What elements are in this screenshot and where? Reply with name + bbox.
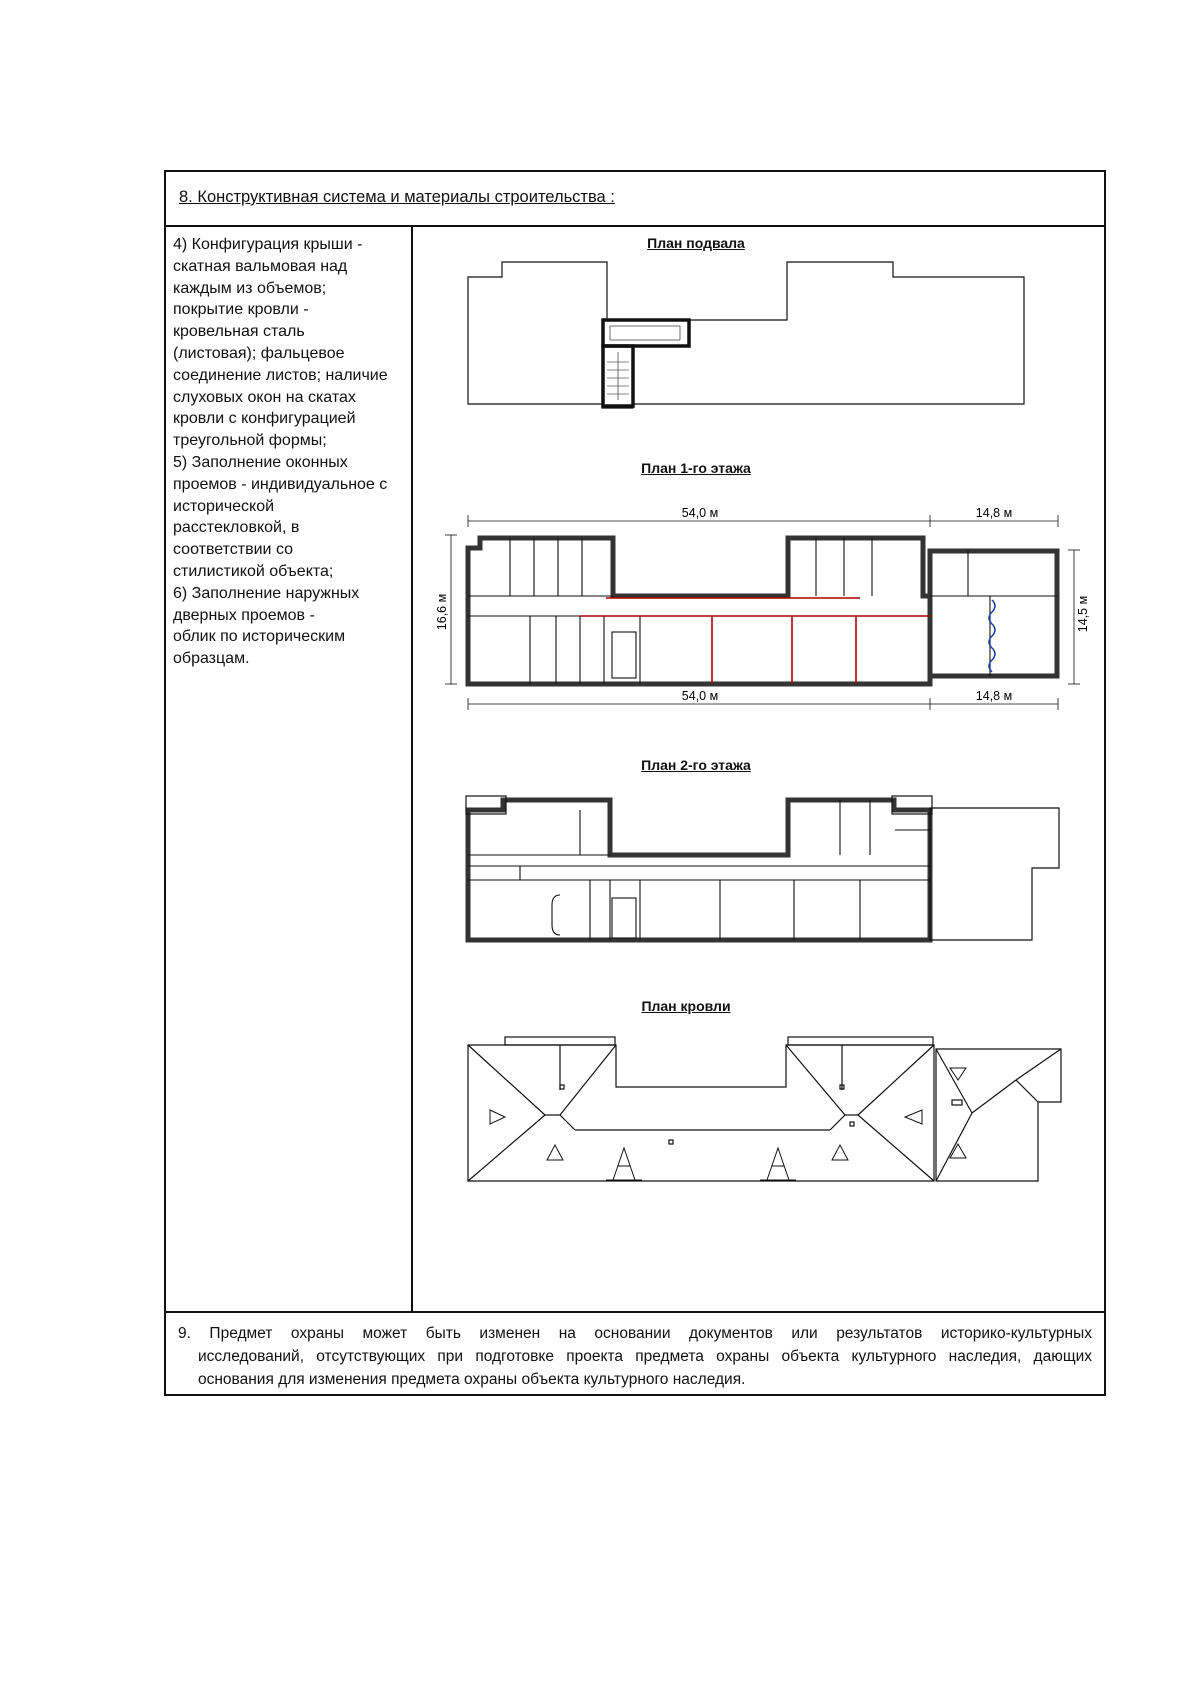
text-line: образцам.	[173, 650, 250, 668]
floor1-dim-top-side: 14,8 м	[975, 506, 1013, 520]
floor2-plan-title: План 2-го этажа	[641, 757, 751, 773]
text-line: 5) Заполнение оконных	[173, 453, 348, 471]
text-line: расстекловкой, в	[173, 519, 300, 537]
floor1-dim-bottom-side: 14,8 м	[975, 689, 1013, 703]
floor2-plan	[466, 796, 1059, 940]
text-line: кровельная сталь	[173, 323, 305, 341]
text-line: облик по историческим	[173, 628, 346, 646]
floor1-dim-bottom-main: 54,0 м	[681, 689, 719, 703]
roof-main-outline	[468, 1045, 934, 1181]
section-9-text	[178, 1322, 1092, 1391]
section-9-line-2: исследований, отсутствующих при подготовке проекта предмета охраны объекта культурного наследия, дающих	[198, 1348, 1092, 1365]
text-line: 4) Конфигурация крыши -	[173, 236, 363, 253]
section-9-line-1: 9. Предмет охраны может быть изменен на основании документов или результатов историко-культурных	[178, 1325, 1092, 1342]
floor1-dimensions	[445, 515, 1080, 710]
text-line: соответствии со	[173, 541, 294, 559]
text-line: покрытие кровли -	[173, 301, 309, 319]
floor1-dim-left-height: 16,6 м	[435, 593, 449, 631]
floor2-exterior-walls	[468, 800, 930, 940]
text-line: исторической	[173, 497, 275, 515]
floor2-interior-walls	[468, 800, 930, 940]
text-line: 6) Заполнение наружных	[173, 584, 360, 602]
text-line: соединение листов; наличие	[173, 366, 388, 384]
roof-plan	[468, 1037, 1061, 1181]
text-line: треугольной формы;	[173, 432, 327, 450]
text-line: стилистикой объекта;	[173, 562, 334, 580]
roof-plan-title: План кровли	[641, 998, 731, 1014]
text-line: слуховых окон на скатах	[173, 388, 356, 406]
basement-plan	[468, 262, 1024, 408]
text-line: дверных проемов -	[173, 606, 315, 624]
text-line: кровли с конфигурацией	[173, 410, 356, 428]
text-line: (листовая); фальцевое	[173, 344, 345, 362]
basement-outline	[468, 262, 1024, 408]
floor2-annex-outline	[466, 796, 1059, 940]
floor1-plan	[435, 506, 1090, 710]
floor1-dim-right-height: 14,5 м	[1076, 595, 1090, 633]
section-8-heading: 8. Конструктивная система и материалы строительства :	[179, 188, 615, 206]
basement-stair-block	[603, 320, 689, 406]
basement-plan-title: План подвала	[647, 235, 745, 251]
floor1-dim-top-main: 54,0 м	[681, 506, 719, 520]
text-line: скатная вальмовая над	[173, 257, 348, 275]
floor1-red-partitions	[580, 598, 930, 684]
text-line: проемов - индивидуальное с	[173, 475, 388, 493]
section-9-line-3: основания для изменения предмета охраны объекта культурного наследия.	[198, 1371, 746, 1388]
floor1-plan-title: План 1-го этажа	[641, 460, 751, 476]
basement-stair-hatch	[607, 326, 680, 400]
text-line: каждым из объемов;	[173, 279, 327, 297]
roof-annex-outline	[936, 1049, 1061, 1181]
floor1-interior-walls	[468, 538, 1057, 684]
